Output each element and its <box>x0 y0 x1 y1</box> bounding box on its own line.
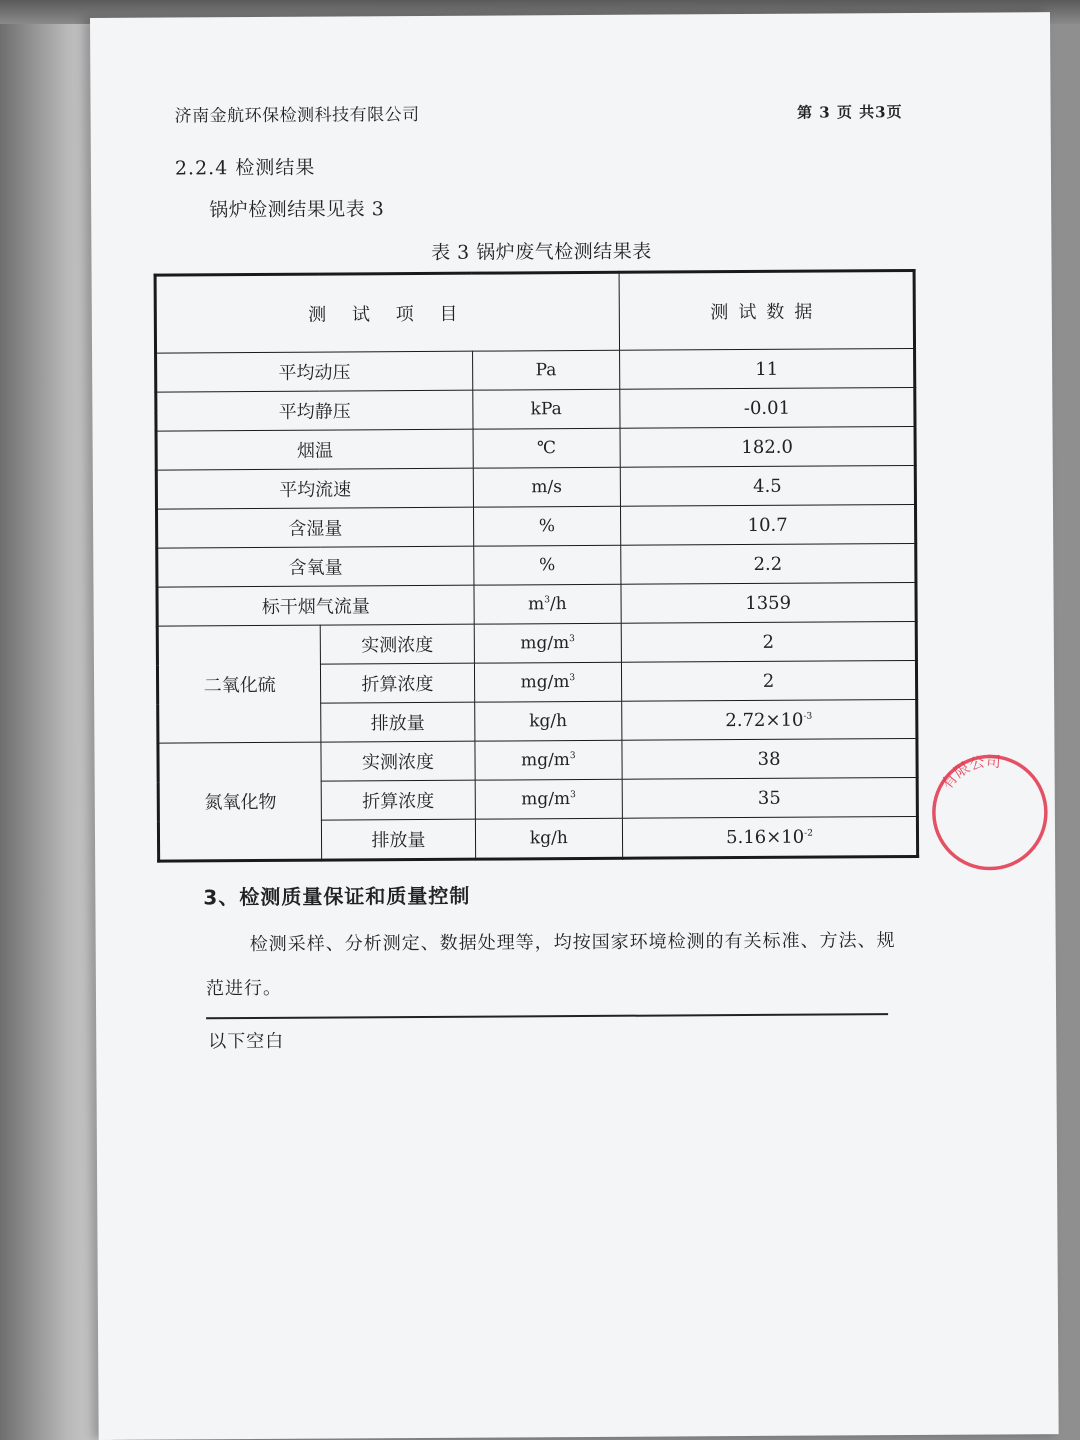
page-number: 第 3 页 共3页 <box>796 103 903 122</box>
value-superscript: -2 <box>804 828 813 839</box>
unit-text: mg/m <box>520 672 570 693</box>
unit-superscript: 3 <box>570 790 576 801</box>
value-text: 2.2 <box>753 553 783 575</box>
table-row <box>157 504 916 548</box>
item-cell: 标干烟气流量 <box>157 585 474 626</box>
item-cell: 平均静压 <box>156 390 473 431</box>
table-row <box>158 738 917 782</box>
unit-cell <box>475 818 623 859</box>
value-text: -0.01 <box>743 397 791 419</box>
value-text: 182.0 <box>741 436 793 458</box>
unit-cell <box>473 428 621 468</box>
svg-text:有限公司 <box>938 752 1002 793</box>
value-text: 2 <box>762 631 775 653</box>
item-cell: 排放量 <box>322 819 476 860</box>
value-cell <box>621 504 916 545</box>
value-cell <box>622 738 917 779</box>
unit-text: % <box>539 555 556 576</box>
value-text: 11 <box>755 358 779 380</box>
value-cell <box>621 621 916 662</box>
unit-cell <box>473 545 621 585</box>
value-text: 10.7 <box>747 514 788 536</box>
table-row <box>157 543 916 587</box>
section-intro: 锅炉检测结果见表 3 <box>209 198 385 222</box>
value-cell <box>621 543 916 584</box>
table-row <box>156 387 915 431</box>
table-caption: 表 3 锅炉废气检测结果表 <box>431 240 652 264</box>
section-heading: 2.2.4 检测结果 <box>174 156 316 180</box>
table-row <box>156 426 915 470</box>
unit-text: kg/h <box>529 711 568 732</box>
unit-text: m/s <box>531 477 563 498</box>
unit-superscript: 3 <box>544 595 550 606</box>
unit-cell <box>472 350 620 390</box>
unit-text: kPa <box>530 399 562 420</box>
value-cell <box>620 426 915 467</box>
unit-text: mg/m <box>521 789 571 810</box>
value-cell <box>620 348 915 389</box>
results-table <box>154 269 920 863</box>
company-name: 济南金航环保检测科技有限公司 <box>174 104 420 127</box>
value-cell <box>621 582 916 623</box>
unit-text: kg/h <box>529 828 568 849</box>
value-superscript: -3 <box>803 711 813 722</box>
value-cell <box>622 660 917 701</box>
item-cell: 实测浓度 <box>320 624 474 664</box>
item-cell: 含氧量 <box>157 546 474 587</box>
unit-text: ℃ <box>536 438 557 459</box>
unit-text: m <box>528 594 545 615</box>
divider-line <box>206 1013 888 1019</box>
unit-cell <box>473 506 621 546</box>
value-cell <box>622 699 917 740</box>
item-cell: 折算浓度 <box>321 780 475 820</box>
document-page <box>90 12 1059 1440</box>
table-row <box>157 582 916 626</box>
value-text: 38 <box>757 748 781 770</box>
value-cell <box>620 387 915 428</box>
unit-text: % <box>538 516 556 537</box>
value-cell <box>620 465 915 506</box>
company-seal-stamp <box>930 752 1051 873</box>
item-cell: 平均流速 <box>156 468 473 509</box>
unit-text: Pa <box>535 360 557 381</box>
item-cell: 折算浓度 <box>321 663 475 703</box>
group-name-cell: 氮氧化物 <box>158 742 322 861</box>
unit-cell <box>473 467 621 507</box>
unit-cell <box>474 740 622 780</box>
value-text: 5.16×10 <box>726 826 805 848</box>
stamp-text: 有限公司 <box>937 752 1002 793</box>
unit-cell <box>474 662 622 702</box>
unit-cell <box>474 584 622 624</box>
unit-text: mg/m <box>520 633 570 654</box>
end-note: 以下空白 <box>208 1030 285 1053</box>
table-row <box>156 465 915 509</box>
group-name-cell: 二氧化硫 <box>157 625 321 743</box>
unit-superscript: 3 <box>569 673 576 684</box>
unit-superscript: 3 <box>569 751 576 762</box>
unit-cell <box>472 389 620 429</box>
item-cell: 平均动压 <box>156 351 473 392</box>
quality-body: 检测采样、分析测定、数据处理等，均按国家环境检测的有关标准、方法、规范进行。 <box>205 930 896 1000</box>
item-cell: 排放量 <box>321 702 475 742</box>
value-text: 4.5 <box>753 475 782 497</box>
table-row <box>156 348 915 392</box>
value-text: 2.72×10 <box>725 709 804 731</box>
item-cell: 实测浓度 <box>321 741 475 781</box>
quality-heading: 3、检测质量保证和质量控制 <box>203 883 471 910</box>
item-cell: 烟温 <box>156 429 473 470</box>
item-cell: 含湿量 <box>157 507 474 548</box>
value-text: 1359 <box>745 592 792 614</box>
unit-cell <box>474 623 622 663</box>
unit-text: mg/m <box>520 750 570 771</box>
value-cell <box>622 816 917 858</box>
unit-cell <box>474 701 622 741</box>
header-test-item: 测 试 项 目 <box>155 272 620 353</box>
unit-cell <box>475 779 623 819</box>
table-header-row <box>155 270 914 353</box>
value-cell <box>622 777 917 818</box>
value-text: 35 <box>757 787 781 809</box>
unit-superscript: 3 <box>569 634 575 645</box>
value-text: 2 <box>762 670 775 692</box>
unit-tail: /h <box>549 594 567 615</box>
table-row <box>157 621 916 665</box>
header-test-data: 测试数据 <box>619 270 914 350</box>
